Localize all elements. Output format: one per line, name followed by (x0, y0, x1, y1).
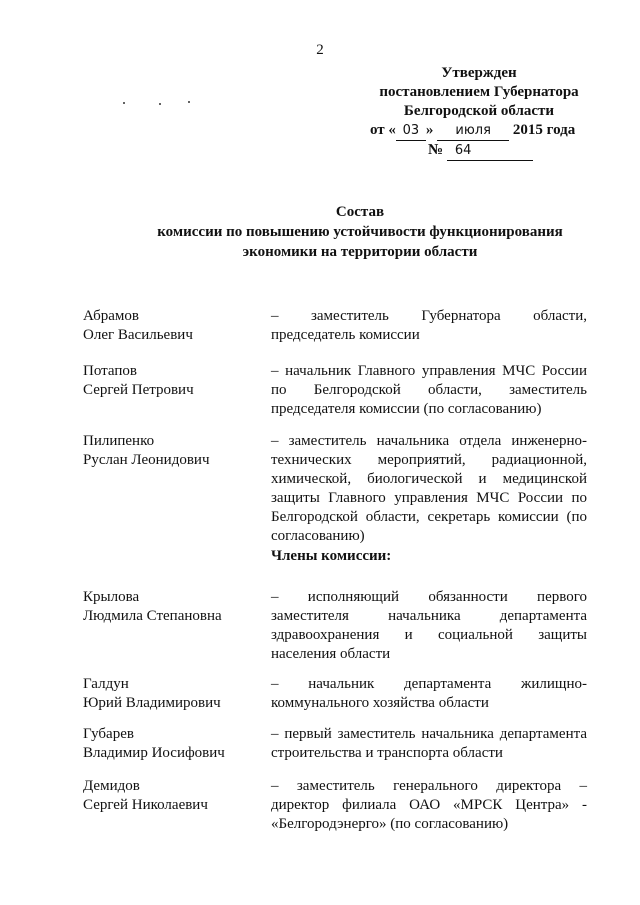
member-given-name: Руслан Леонидович (83, 452, 210, 468)
member-given-name: Сергей Петрович (83, 382, 194, 398)
page-number: 2 (316, 42, 324, 58)
member-name (83, 432, 263, 470)
approval-line-1: Утвержден (441, 65, 517, 81)
scan-speck (159, 103, 161, 105)
member-name (83, 675, 263, 713)
approval-line-2: постановлением Губернатора (379, 84, 579, 100)
member-name (83, 725, 263, 763)
date-year: 2015 года (512, 122, 576, 138)
member-given-name: Сергей Николаевич (83, 797, 208, 813)
member-given-name: Людмила Степановна (83, 608, 222, 624)
scan-speck (123, 102, 125, 104)
date-prefix: от « (370, 122, 396, 138)
member-name (83, 362, 263, 400)
member-name (83, 588, 263, 626)
members-heading: Члены комиссии: (271, 548, 392, 564)
member-role: – заместитель начальника отдела инженерно-технических мероприятий, радиационной, химической, биологической и медицинской защиты Главного управления МЧС России по Белгородской области, секретарь комиссии (по согласованию) (271, 433, 587, 544)
document-title (60, 202, 640, 262)
approval-line-3: Белгородской области (403, 103, 555, 119)
member-role: – исполняющий обязанности первого заместителя начальника департамента здравоохранения и социальной защиты населения области (271, 589, 587, 662)
member-role: – начальник Главного управления МЧС России по Белгородской области, заместитель председателя комиссии (по согласованию) (271, 363, 587, 417)
member-surname: Пилипенко (83, 433, 155, 449)
scan-speck (188, 101, 190, 103)
number-value: 64 (447, 141, 533, 161)
date-month: июля (437, 121, 509, 141)
member-name (83, 777, 263, 815)
member-role: – начальник департамента жилищно-коммунального хозяйства области (271, 676, 587, 711)
number-prefix: № (428, 142, 444, 158)
title-line-1: Состав (335, 204, 385, 220)
member-surname: Губарев (83, 726, 134, 742)
member-given-name: Юрий Владимирович (83, 695, 221, 711)
title-line-3: экономики на территории области (242, 244, 478, 260)
member-surname: Галдун (83, 676, 129, 692)
member-given-name: Владимир Иосифович (83, 745, 225, 761)
approval-date (368, 121, 590, 141)
member-surname: Абрамов (83, 308, 139, 324)
member-role: – заместитель генерального директора – директор филиала ОАО «МРСК Центра» - «Белгородэнерго» (по согласованию) (271, 778, 587, 832)
approval-stamp (368, 64, 590, 161)
title-line-2: комиссии по повышению устойчивости функционирования (157, 224, 563, 240)
member-surname: Демидов (83, 778, 140, 794)
member-role: – заместитель Губернатора области, председатель комиссии (271, 308, 587, 343)
scan-specks (123, 101, 193, 105)
date-mid: » (425, 122, 434, 138)
member-given-name: Олег Васильевич (83, 327, 193, 343)
member-surname: Крылова (83, 589, 140, 605)
date-day: 03 (396, 121, 426, 141)
approval-number (368, 141, 590, 161)
member-name (83, 307, 263, 345)
member-role: – первый заместитель начальника департамента строительства и транспорта области (271, 726, 587, 761)
member-surname: Потапов (83, 363, 137, 379)
